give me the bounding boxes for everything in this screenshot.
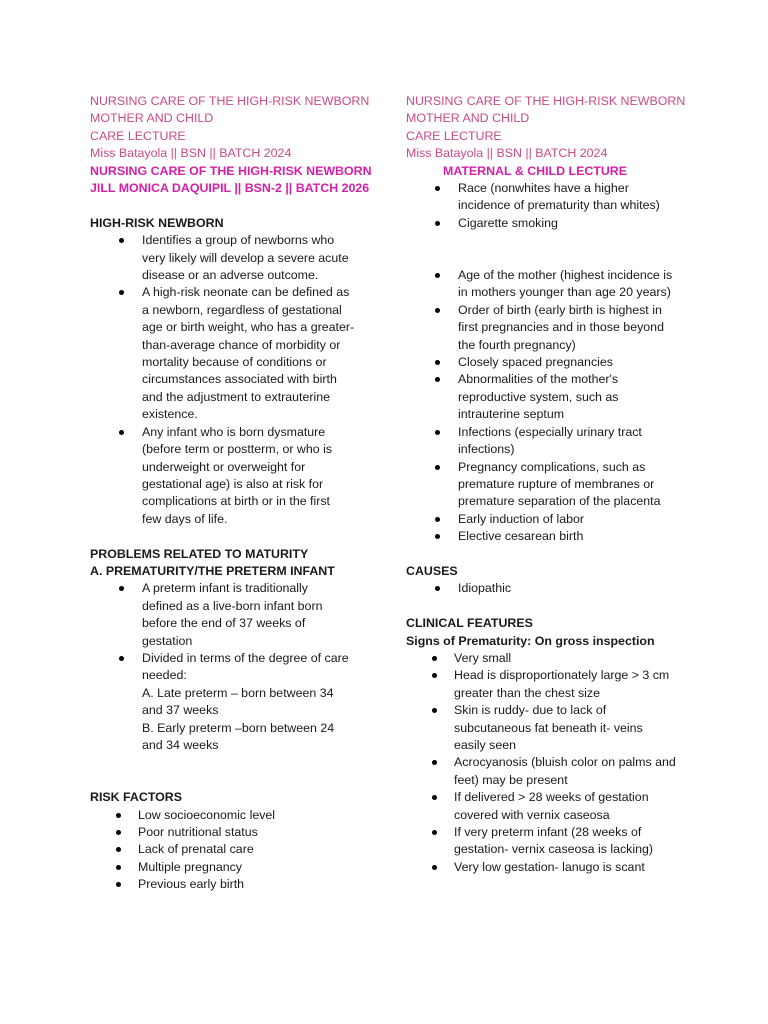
list-item-text: Order of birth (early birth is highest in [458,302,662,317]
list-item-text: Very small [454,650,512,665]
list-item-text: Elective cesarean birth [458,529,584,544]
list-item-text: Age of the mother (highest incidence is [458,268,673,283]
header-line: Miss Batayola || BSN || BATCH 2024 [90,146,292,161]
list-item [90,232,380,284]
list-item [406,789,696,824]
right-header [406,93,696,180]
list-item-text: complications at birth or in the first [142,494,331,509]
list-item-text: gestation- vernix caseosa is lacking) [454,842,654,857]
header-line: NURSING CARE OF THE HIGH-RISK NEWBORN [406,94,686,108]
list-item-text: incidence of prematurity than whites) [458,198,660,213]
list-item-text: Early induction of labor [458,511,585,526]
list-item-text: Divided in terms of the degree of care [142,650,349,665]
list-item-text: age or birth weight, who has a greater- [142,320,355,335]
header-bold-line: NURSING CARE OF THE HIGH-RISK NEWBORN [90,163,372,178]
list-item-text: Lack of prenatal care [138,842,254,857]
list-item [90,859,380,876]
list-item [90,650,380,754]
list-item-text: mortality because of conditions or [142,355,327,370]
list-item-text: (before term or postterm, or who is [142,442,333,457]
list-item [406,302,696,354]
list-item-text: premature rupture of membranes or [458,476,655,491]
bullet-list [406,650,696,876]
section-heading: A. PREMATURITY/THE PRETERM INFANT [90,563,335,578]
blank-line [406,250,696,267]
blank-line [90,528,380,545]
list-item [406,267,696,302]
list-item-text: gestational age) is also at risk for [142,476,324,491]
list-item-text: greater than the chest size [454,685,601,700]
header-line: Miss Batayola || BSN || BATCH 2024 [406,146,608,161]
list-item-text: needed: [142,668,187,683]
list-item [90,424,380,528]
list-item [406,354,696,371]
list-item-text: underweight or overweight for [142,459,306,474]
list-item-text: A high-risk neonate can be defined as [142,285,350,300]
list-item-text: Skin is ruddy- due to lack of [454,703,607,718]
list-item-text: the fourth pregnancy) [458,337,576,352]
bullet-list [90,580,380,754]
bullet-list [90,807,380,894]
section-heading: HIGH-RISK NEWBORN [90,215,224,230]
list-item [406,580,696,597]
list-item-text: defined as a live-born infant born [142,598,323,613]
left-header [90,93,380,197]
list-item [90,876,380,893]
list-item-text: easily seen [454,737,516,752]
list-item-text: Poor nutritional status [138,825,258,839]
list-item [406,511,696,528]
section-heading: PROBLEMS RELATED TO MATURITY [90,546,309,561]
list-item-text: and 37 weeks [142,703,219,718]
list-item-text: Identifies a group of newborns who [142,233,335,248]
list-item [406,528,696,545]
list-item-text: and 34 weeks [142,738,219,752]
list-item-text: Acrocyanosis (bluish color on palms and [454,755,676,770]
list-item-text: B. Early preterm –born between 24 [142,720,335,735]
list-item-text: Pregnancy complications, such as [458,459,646,474]
list-item-text: reproductive system, such as [458,389,619,404]
header-line: MOTHER AND CHILD [406,111,530,126]
list-item-text: intrauterine septum [458,407,565,422]
list-item-text: in mothers younger than age 20 years) [458,285,671,300]
left-content [90,197,380,893]
blank-line [90,772,380,789]
blank-line [406,598,696,615]
header-bold-line: JILL MONICA DAQUIPIL || BSN-2 || BATCH 2026 [90,181,370,196]
list-item-text: a newborn, regardless of gestational [142,302,342,317]
list-item-text: Multiple pregnancy [138,859,243,874]
list-item [90,580,380,650]
section-heading: CAUSES [406,563,458,578]
list-item-text: gestation [142,633,193,648]
list-item-text: circumstances associated with birth [142,372,337,387]
list-item-text: infections) [458,442,515,457]
list-item-text: A preterm infant is traditionally [142,581,308,596]
list-item-text: Head is disproportionately large > 3 cm [454,668,670,683]
list-item-text: Very low gestation- lanugo is scant [454,859,645,874]
bullet-list [90,232,380,528]
list-item-text: If delivered > 28 weeks of gestation [454,790,649,805]
list-item [406,702,696,754]
list-item [406,459,696,511]
list-item-text: Idiopathic [458,581,512,596]
header-line: NURSING CARE OF THE HIGH-RISK NEWBORN [90,94,370,108]
list-item-text: If very preterm infant (28 weeks of [454,825,642,839]
list-item [406,215,696,232]
blank-line [406,232,696,249]
list-item [406,424,696,459]
list-item-text: existence. [142,407,198,422]
section-heading: Signs of Prematurity: On gross inspection [406,633,655,648]
list-item [406,754,696,789]
right-column [406,93,696,876]
header-line: CARE LECTURE [90,128,186,143]
left-column [90,93,380,894]
list-item [90,284,380,423]
list-item-text: subcutaneous fat beneath it- veins [454,720,643,735]
blank-line [90,197,380,214]
list-item-text: Any infant who is born dysmature [142,424,326,439]
list-item [90,824,380,841]
blank-line [90,754,380,771]
list-item-text: A. Late preterm – born between 34 [142,685,334,700]
list-item-text: Closely spaced pregnancies [458,355,613,370]
list-item-text: premature separation of the placenta [458,494,661,509]
list-item [406,667,696,702]
list-item-text: and the adjustment to extrauterine [142,389,331,404]
list-item-text: Low socioeconomic level [138,807,276,822]
header-bold-line: MATERNAL & CHILD LECTURE [443,163,628,178]
list-item [406,650,696,667]
list-item-text: feet) may be present [454,772,568,787]
section-heading: CLINICAL FEATURES [406,616,533,631]
bullet-list [406,267,696,546]
list-item [90,807,380,824]
list-item-text: first pregnancies and in those beyond [458,320,664,335]
header-line: MOTHER AND CHILD [90,111,214,126]
list-item [406,824,696,859]
list-item-text: very likely will develop a severe acute [142,250,349,265]
list-item [406,371,696,423]
list-item-text: before the end of 37 weeks of [142,616,306,631]
blank-line [406,546,696,563]
list-item-text: Abnormalities of the mother's [458,372,619,387]
list-item-text: disease or an adverse outcome. [142,268,319,283]
right-content [406,180,696,876]
bullet-list [406,180,696,232]
list-item-text: Race (nonwhites have a higher [458,181,629,196]
list-item [406,859,696,876]
list-item-text: Previous early birth [138,877,245,892]
list-item-text: Cigarette smoking [458,215,558,230]
bullet-list [406,580,696,597]
list-item-text: covered with vernix caseosa [454,807,610,822]
header-line: CARE LECTURE [406,128,502,143]
list-item-text: than-average chance of morbidity or [142,337,341,352]
list-item-text: few days of life. [142,511,228,526]
list-item [90,841,380,858]
section-heading: RISK FACTORS [90,790,183,805]
list-item-text: Infections (especially urinary tract [458,424,642,439]
list-item [406,180,696,215]
